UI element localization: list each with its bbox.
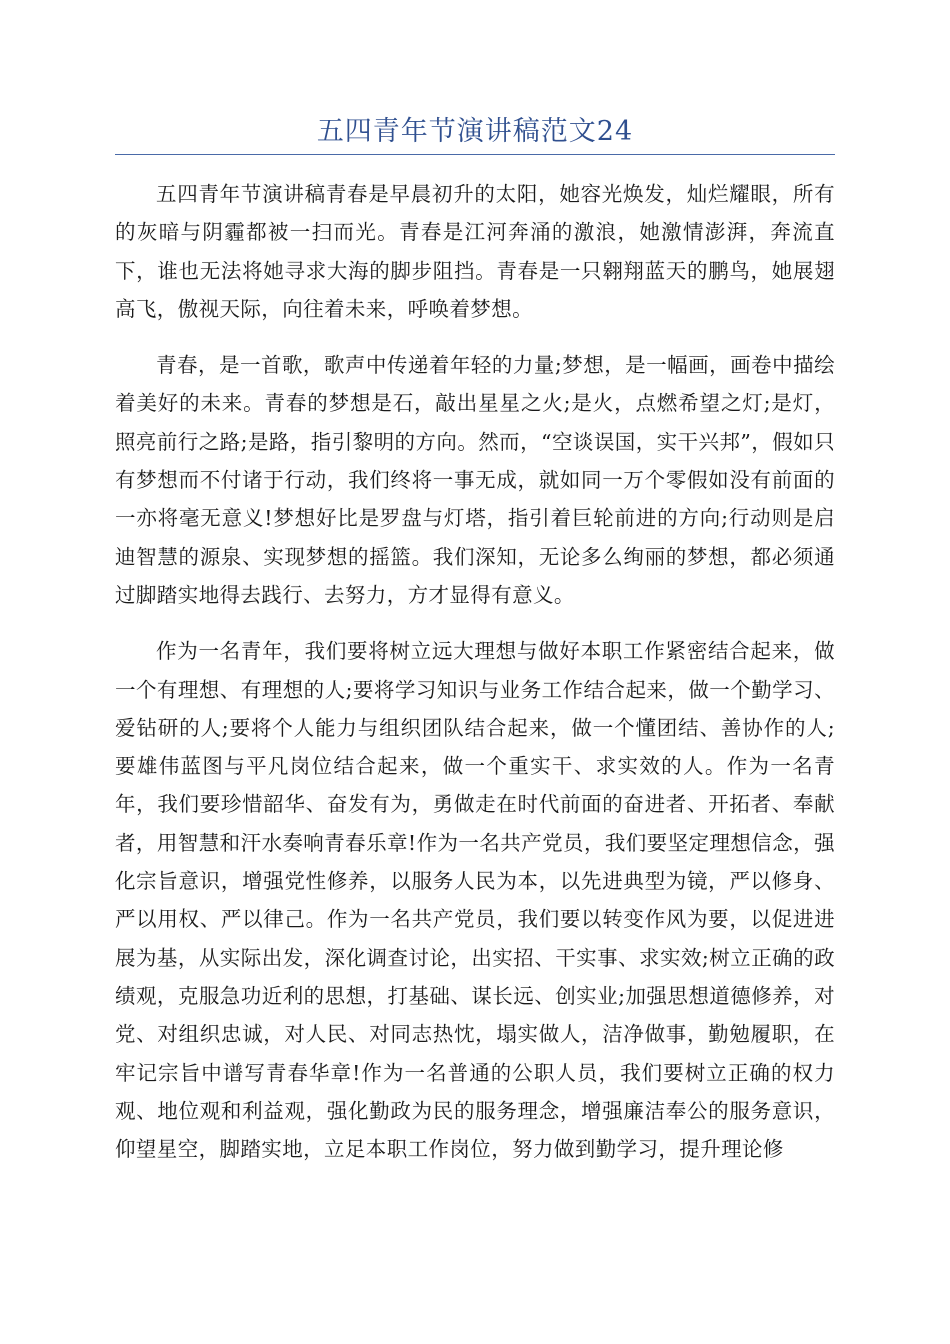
- paragraph-3: 作为一名青年，我们要将树立远大理想与做好本职工作紧密结合起来，做一个有理想、有理想的人;要将学习知识与业务工作结合起来，做一个勤学习、爱钻研的人;要将个人能力与组织团队结合起来，做一个懂团结、善协作的人;要雄伟蓝图与平凡岗位结合起来，做一个重实干、求实效的人。作为一名青年，我们要珍惜韶华、奋发有为，勇做走在时代前面的奋进者、开拓者、奉献者，用智慧和汗水奏响青春乐章!作为一名共产党员，我们要坚定理想信念，强化宗旨意识，增强党性修养，以服务人民为本，以先进典型为镜，严以修身、严以用权、严以律己。作为一名共产党员，我们要以转变作风为要，以促进进展为基，从实际出发，深化调查讨论，出实招、干实事、求实效;树立正确的政绩观，克服急功近利的思想，打基础、谋长远、创实业;加强思想道德修养，对党、对组织忠诚，对人民、对同志热忱，塌实做人，洁净做事，勤勉履职，在牢记宗旨中谱写青春华章!作为一名普通的公职人员，我们要树立正确的权力观、地位观和利益观，强化勤政为民的服务理念，增强廉洁奉公的服务意识，仰望星空，脚踏实地，立足本职工作岗位，努力做到勤学习，提升理论修: [115, 639, 835, 1162]
- document-title: 五四青年节演讲稿范文24: [115, 112, 835, 155]
- paragraph-1: 五四青年节演讲稿青春是早晨初升的太阳，她容光焕发，灿烂耀眼，所有的灰暗与阴霾都被一扫而光。青春是江河奔涌的激浪，她激情澎湃，奔流直下，谁也无法将她寻求大海的脚步阻挡。青春是一只翱翔蓝天的鹏鸟，她展翅高飞，傲视天际，向往着未来，呼唤着梦想。: [115, 182, 835, 321]
- document-page: [115, 112, 835, 1186]
- paragraph-2: 青春，是一首歌，歌声中传递着年轻的力量;梦想，是一幅画，画卷中描绘着美好的未来。青春的梦想是石，敲出星星之火;是火，点燃希望之灯;是灯，照亮前行之路;是路，指引黎明的方向。然而，“空谈误国，实干兴邦”，假如只有梦想而不付诸于行动，我们终将一事无成，就如同一万个零假如没有前面的一亦将毫无意义!梦想好比是罗盘与灯塔，指引着巨轮前进的方向;行动则是启迪智慧的源泉、实现梦想的摇篮。我们深知，无论多么绚丽的梦想，都必须通过脚踏实地得去践行、去努力，方才显得有意义。: [115, 353, 835, 607]
- document-body: [115, 175, 835, 1168]
